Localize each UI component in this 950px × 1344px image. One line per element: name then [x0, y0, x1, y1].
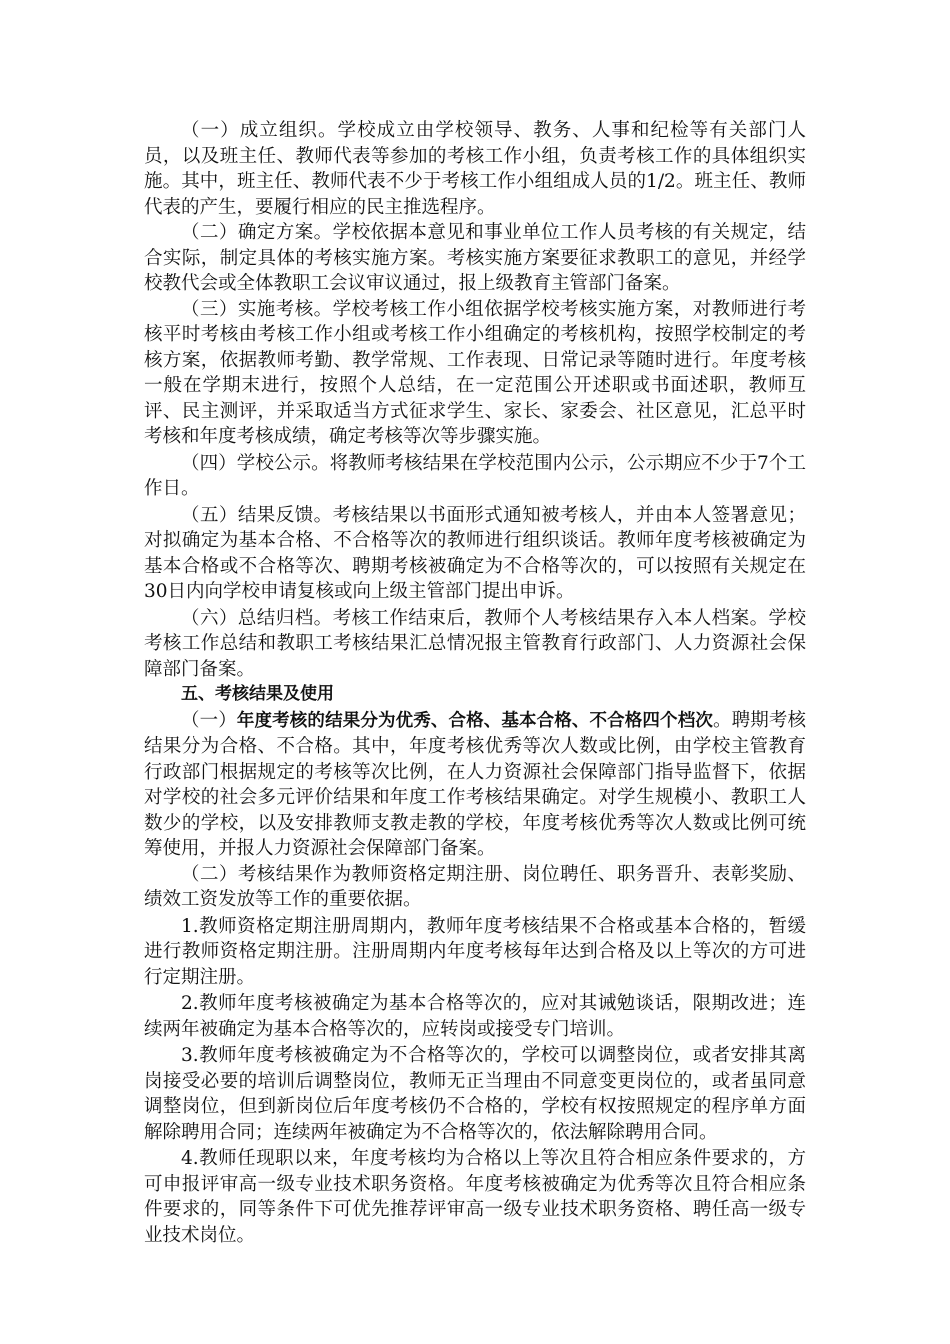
list-item-registration: 1.教师资格定期注册周期内，教师年度考核结果不合格或基本合格的，暂缓进行教师资格定期注册。注册周期内年度考核每年达到合格及以上等次的方可进行定期注册。 [144, 915, 806, 988]
paragraph-result-usage: （二）考核结果作为教师资格定期注册、岗位聘任、职务晋升、表彰奖励、绩效工资发放等工作的重要依据。 [144, 863, 806, 910]
list-item-unqualified: 3.教师年度考核被确定为不合格等次的，学校可以调整岗位，或者安排其离岗接受必要的培训后调整岗位，教师无正当理由不同意变更岗位的，或者虽同意调整岗位，但到新岗位后年度考核仍不合格的，学校有权按照规定的程序单方面解除聘用合同；连续两年被确定为不合格等次的，依法解除聘用合同。 [144, 1045, 806, 1143]
list-item-basic-qualified: 2.教师年度考核被确定为基本合格等次的，应对其诫勉谈话，限期改进；连续两年被确定为基本合格等次的，应转岗或接受专门培训。 [144, 993, 806, 1040]
paragraph-implement-assessment: （三）实施考核。学校考核工作小组依据学校考核实施方案，对教师进行考核平时考核由考核工作小组或考核工作小组确定的考核机构，按照学校制定的考核方案，依据教师考勤、教学常规、工作表现、日常记录等随时进行。年度考核一般在学期末进行，按照个人总结，在一定范围公开述职或书面述职，教师互评、民主测评，并采取适当方式征求学生、家长、家委会、社区意见，汇总平时考核和年度考核成绩，确定考核等次等步骤实施。 [144, 298, 806, 447]
section-heading: 五、考核结果及使用 [181, 684, 334, 704]
paragraph-rest: 。聘期考核结果分为合格、不合格。其中，年度考核优秀等次人数或比例，由学校主管教育行政部门根据规定的考核等次比例，在人力资源社会保障部门指导监督下，依据对学校的社会多元评价结果和年度工作考核结果确定。对学生规模小、教职工人数少的学校，以及安排教师支教走教的学校，年度考核优秀等次人数或比例可统筹使用，并报人力资源社会保障部门备案。 [144, 709, 806, 859]
bold-emphasis: 年度考核的结果分为优秀、合格、基本合格、不合格四个档次 [236, 710, 713, 731]
paragraph-prefix: （一） [181, 709, 237, 731]
paragraph-determine-plan: （二）确定方案。学校依据本意见和事业单位工作人员考核的有关规定，结合实际，制定具体的考核实施方案。考核实施方案要征求教职工的意见，并经学校教代会或全体教职工会议审议通过，报上级教育主管部门备案。 [144, 222, 806, 294]
paragraph-annual-result-grades [144, 708, 806, 862]
paragraph-result-feedback: （五）结果反馈。考核结果以书面形式通知被考核人，并由本人签署意见；对拟确定为基本合格、不合格等次的教师进行组织谈话。教师年度考核被确定为基本合格或不合格等次、聘期考核被确定为不合格等次的，可以按照有关规定在30日内向学校申请复核或向上级主管部门提出申诉。 [144, 504, 806, 602]
list-item-promotion: 4.教师任现职以来，年度考核均为合格以上等次且符合相应条件要求的，方可申报评审高一级专业技术职务资格。年度考核被确定为优秀等次且符合相应条件要求的，同等条件下可优先推荐评审高一级专业技术职务资格、聘任高一级专业技术岗位。 [144, 1148, 806, 1246]
paragraph-establish-organization: （一）成立组织。学校成立由学校领导、教务、人事和纪检等有关部门人员，以及班主任、教师代表等参加的考核工作小组，负责考核工作的具体组织实施。其中，班主任、教师代表不少于考核工作小组组成人员的1/2。班主任、教师代表的产生，要履行相应的民主推选程序。 [144, 120, 806, 218]
paragraph-school-publicity: （四）学校公示。将教师考核结果在学校范围内公示，公示期应不少于7个工作日。 [144, 452, 806, 499]
document-page [144, 118, 806, 1248]
paragraph-summary-archive: （六）总结归档。考核工作结束后，教师个人考核结果存入本人档案。学校考核工作总结和教职工考核结果汇总情况报主管教育行政部门、人力资源社会保障部门备案。 [144, 607, 806, 680]
